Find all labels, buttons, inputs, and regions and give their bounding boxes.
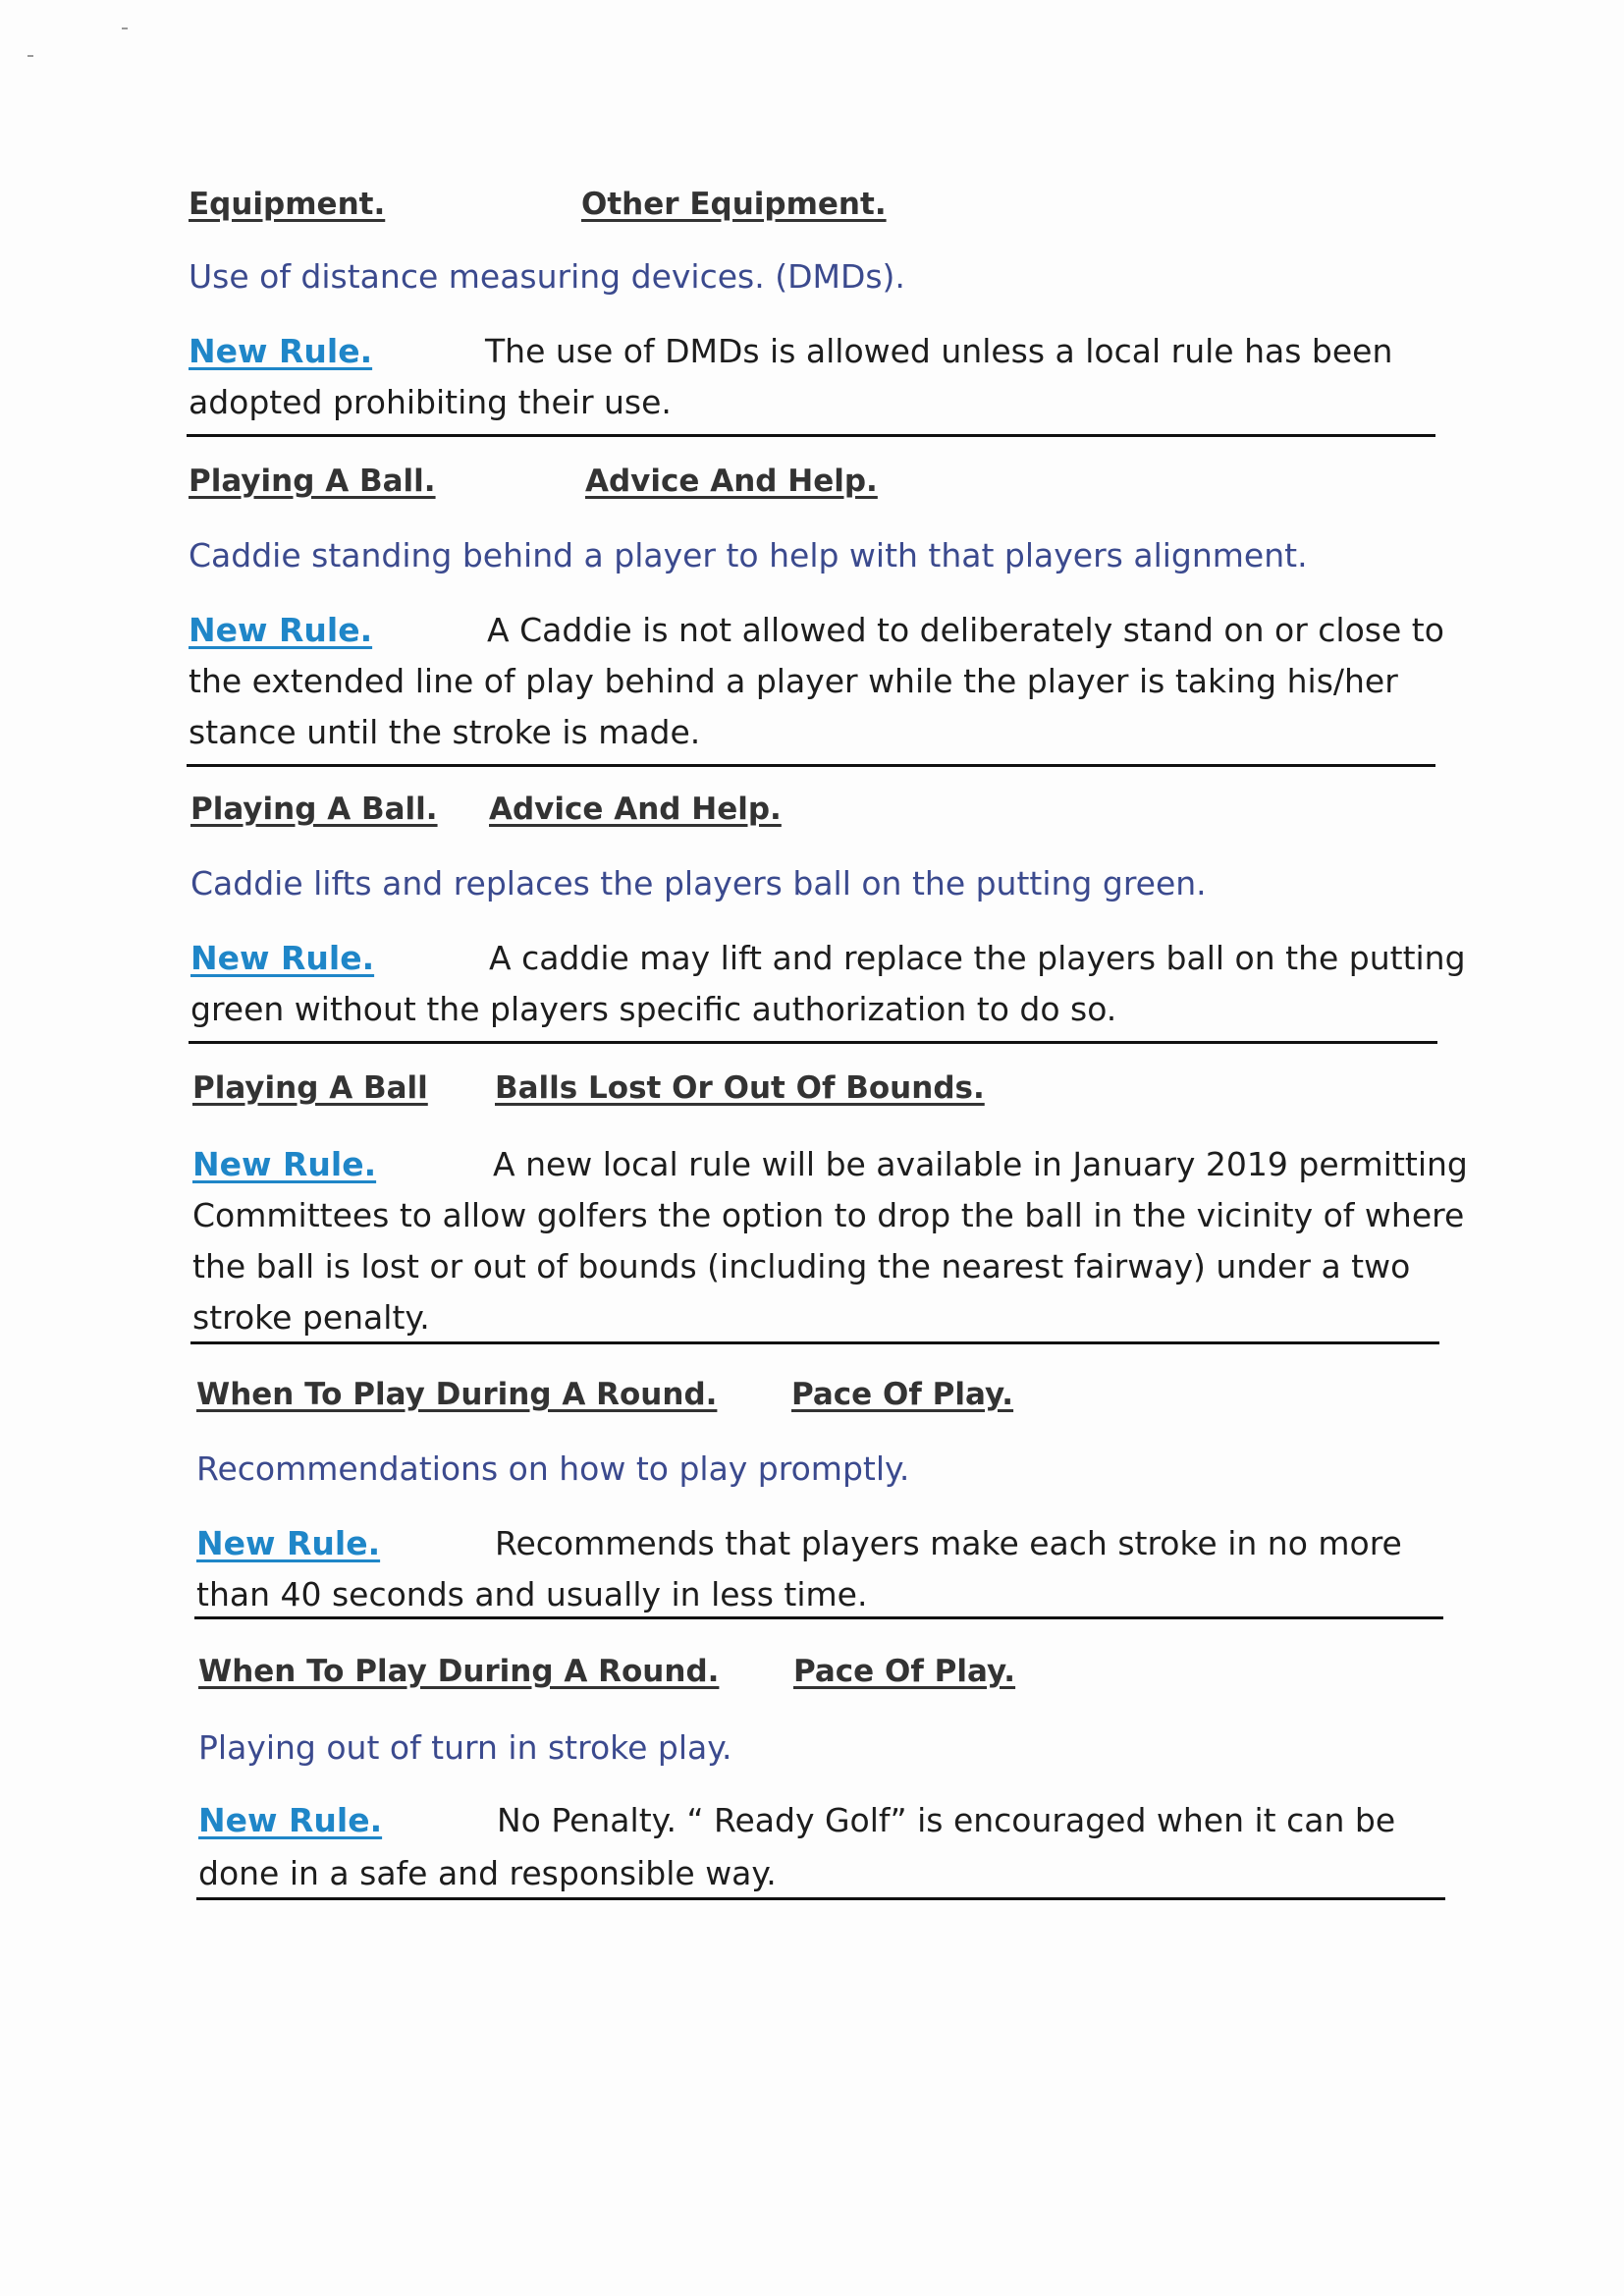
- rule-text-line: The use of DMDs is allowed unless a local rule has been: [485, 332, 1393, 370]
- section-topic: Playing out of turn in stroke play.: [198, 1728, 732, 1767]
- section-topic: Use of distance measuring devices. (DMDs).: [189, 257, 905, 296]
- section-topic: Caddie lifts and replaces the players ball on the putting green.: [190, 864, 1207, 902]
- section-divider: [189, 1041, 1437, 1044]
- new-rule-label: New Rule.: [189, 611, 373, 649]
- scan-speck: [27, 55, 33, 57]
- rule-text-line: the ball is lost or out of bounds (including the nearest fairway) under a two: [192, 1247, 1411, 1285]
- new-rule-label: New Rule.: [190, 939, 375, 977]
- new-rule-label: New Rule.: [198, 1801, 383, 1839]
- rule-text-line: Committees to allow golfers the option to drop the ball in the vicinity of where: [192, 1196, 1465, 1234]
- rule-text-line: done in a safe and responsible way.: [198, 1854, 777, 1892]
- section-divider: [196, 1897, 1445, 1900]
- section-subheading: Advice And Help.: [489, 792, 782, 827]
- section-heading: Playing A Ball.: [190, 792, 438, 827]
- section-divider: [187, 764, 1435, 767]
- section-subheading: Balls Lost Or Out Of Bounds.: [495, 1070, 985, 1106]
- new-rule-label: New Rule.: [189, 332, 373, 370]
- section-subheading: Other Equipment.: [581, 187, 887, 222]
- section-subheading: Pace Of Play.: [793, 1654, 1016, 1689]
- section-heading: Playing A Ball: [192, 1070, 428, 1106]
- section-divider: [190, 1341, 1439, 1344]
- section-topic: Recommendations on how to play promptly.: [196, 1449, 910, 1488]
- section-divider: [194, 1616, 1443, 1619]
- scan-speck: [122, 27, 128, 29]
- rule-text-line: Recommends that players make each stroke in no more: [495, 1524, 1402, 1562]
- rule-text-line: than 40 seconds and usually in less time.: [196, 1575, 868, 1613]
- rule-text-line: green without the players specific authorization to do so.: [190, 990, 1117, 1028]
- rule-text-line: A caddie may lift and replace the players ball on the putting: [489, 939, 1466, 977]
- section-heading: Equipment.: [189, 187, 386, 222]
- rule-text-line: A new local rule will be available in January 2019 permitting: [493, 1145, 1468, 1183]
- rule-text-line: stance until the stroke is made.: [189, 713, 701, 751]
- section-heading: When To Play During A Round.: [198, 1654, 720, 1689]
- rule-text-line: the extended line of play behind a player while the player is taking his/her: [189, 662, 1398, 700]
- section-subheading: Advice And Help.: [585, 464, 878, 499]
- rule-text-line: adopted prohibiting their use.: [189, 383, 672, 421]
- rule-text-line: A Caddie is not allowed to deliberately stand on or close to: [487, 611, 1444, 649]
- section-divider: [187, 434, 1435, 437]
- section-topic: Caddie standing behind a player to help with that players alignment.: [189, 536, 1308, 574]
- rule-text-line: stroke penalty.: [192, 1298, 430, 1337]
- section-subheading: Pace Of Play.: [791, 1377, 1014, 1412]
- rule-text-line: No Penalty. “ Ready Golf” is encouraged when it can be: [497, 1801, 1396, 1839]
- section-heading: Playing A Ball.: [189, 464, 436, 499]
- section-heading: When To Play During A Round.: [196, 1377, 718, 1412]
- new-rule-label: New Rule.: [196, 1524, 381, 1562]
- new-rule-label: New Rule.: [192, 1145, 377, 1183]
